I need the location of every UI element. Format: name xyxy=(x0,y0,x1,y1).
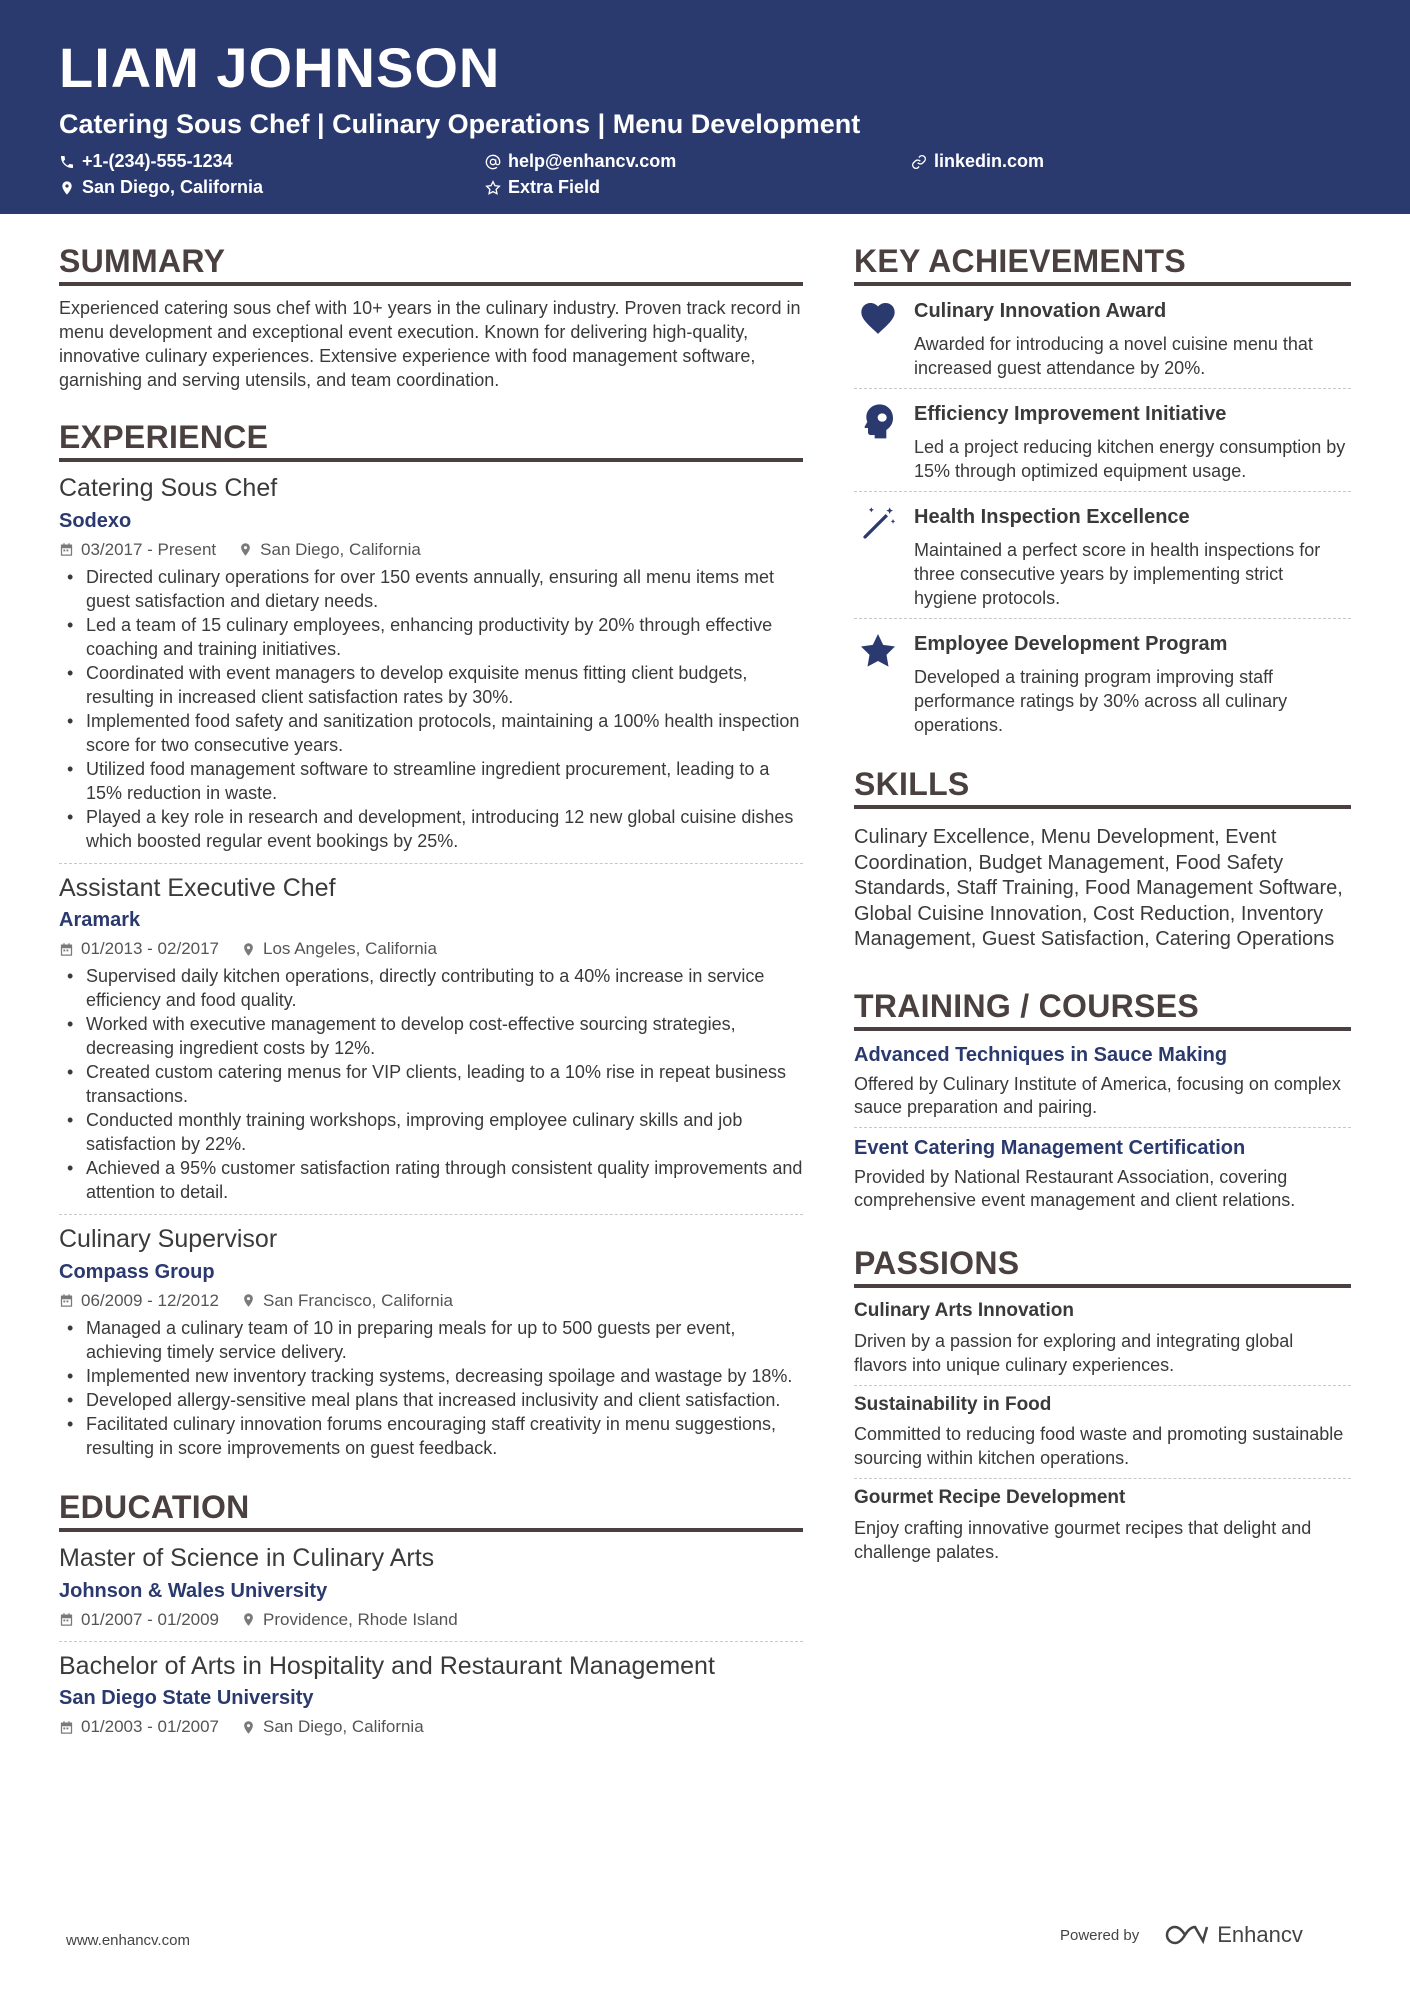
brand-name: Enhancv xyxy=(1217,1922,1303,1947)
achievement-title: Efficiency Improvement Initiative xyxy=(914,403,1227,426)
skills-title: SKILLS xyxy=(854,767,1351,809)
education-meta xyxy=(59,1716,803,1738)
location-pin-icon xyxy=(241,942,256,957)
education-meta xyxy=(59,1609,803,1631)
job-meta xyxy=(59,938,803,960)
passion-item xyxy=(854,1478,1351,1572)
training-title: TRAINING / COURSES xyxy=(854,989,1351,1031)
star-outline-icon xyxy=(485,180,501,196)
calendar-icon xyxy=(59,1720,74,1735)
course-item xyxy=(854,1035,1351,1127)
dates-text: 01/2013 - 02/2017 xyxy=(81,939,220,959)
passion-item xyxy=(854,1292,1351,1385)
dates-text: 01/2007 - 01/2009 xyxy=(81,1609,220,1629)
education-dates xyxy=(59,1610,219,1630)
passion-title: Sustainability in Food xyxy=(854,1393,1052,1415)
website-text: linkedin.com xyxy=(934,151,1045,172)
heart-icon xyxy=(858,298,898,338)
summary-title: SUMMARY xyxy=(59,244,803,286)
education-location xyxy=(241,1717,424,1737)
bullet-item: • Played a key role in research and development, introducing 12 new global cuisine dishes which boosted regular event bookings by 25%. xyxy=(59,805,803,853)
company-name: Aramark xyxy=(59,909,141,932)
dates-text: 01/2003 - 01/2007 xyxy=(81,1717,220,1737)
footer-website[interactable]: www.enhancv.com xyxy=(66,1932,190,1949)
location-text: San Diego, California xyxy=(260,539,421,559)
experience-title: EXPERIENCE xyxy=(59,420,803,462)
achievement-item xyxy=(854,286,1351,388)
job-title: Culinary Supervisor xyxy=(59,1225,278,1254)
passion-title: Culinary Arts Innovation xyxy=(854,1300,1074,1322)
passions-section xyxy=(854,1246,1351,1572)
location-pin-icon xyxy=(238,542,253,557)
school-name: Johnson & Wales University xyxy=(59,1579,328,1602)
achievement-item xyxy=(854,491,1351,618)
powered-by-text: Powered by xyxy=(1060,1926,1140,1944)
skills-text: Culinary Excellence, Menu Development, Event Coordination, Budget Management, Food Safety Standards, Staff Training, Food Management Software, Global Cuisine Innovation, Cost Reduction, Inventory Management, Guest Satisfaction, Catering Operations xyxy=(854,826,1343,951)
bullet-item: • Directed culinary operations for over 150 events annually, ensuring all menu items met guest satisfaction and dietary needs. xyxy=(59,565,803,613)
candidate-name: LIAM JOHNSON xyxy=(59,36,501,99)
resume-header xyxy=(0,0,1410,214)
location-text: San Francisco, California xyxy=(263,1290,453,1310)
calendar-icon xyxy=(59,942,74,957)
course-item xyxy=(854,1127,1351,1220)
training-section xyxy=(854,989,1351,1220)
job-entry xyxy=(59,863,803,1211)
job-dates xyxy=(59,939,219,959)
course-desc: Offered by Culinary Institute of America, focusing on complex sauce preparation and pairing. xyxy=(854,1074,1341,1118)
job-entry xyxy=(59,472,803,859)
calendar-icon xyxy=(59,542,74,557)
right-column xyxy=(854,244,1351,1572)
education-dates xyxy=(59,1717,219,1737)
location-pin-icon xyxy=(241,1720,256,1735)
achievement-title: Culinary Innovation Award xyxy=(914,300,1167,323)
bullet-item: • Facilitated culinary innovation forums encouraging staff creativity in menu suggestions, resulting in score improvements on guest feedback. xyxy=(59,1412,803,1460)
contact-info xyxy=(59,150,1351,206)
star-icon xyxy=(858,631,898,671)
summary-text: Experienced catering sous chef with 10+ years in the culinary industry. Proven track record in menu development and exceptional event execution. Known for delivering high-quality, innovative culinary experiences. Extensive experience with food management software, garnishing and serving utensils, and team coordination. xyxy=(59,298,801,391)
degree-title: Bachelor of Arts in Hospitality and Restaurant Management xyxy=(59,1651,715,1680)
bullet-item: • Implemented food safety and sanitization protocols, maintaining a 100% health inspection score for two consecutive years. xyxy=(59,709,803,757)
bullet-item: • Developed allergy-sensitive meal plans that increased inclusivity and client satisfaction. xyxy=(59,1388,803,1412)
calendar-icon xyxy=(59,1612,74,1627)
phone-icon xyxy=(59,154,75,170)
extra-contact xyxy=(485,176,600,200)
achievement-icon-wrap xyxy=(854,298,914,380)
achievement-title: Employee Development Program xyxy=(914,633,1228,656)
achievement-icon-wrap xyxy=(854,631,914,737)
bullet-item: • Achieved a 95% customer satisfaction rating through consistent quality improvements and attention to detail. xyxy=(59,1156,803,1204)
job-title: Assistant Executive Chef xyxy=(59,873,336,902)
extra-text: Extra Field xyxy=(508,177,601,198)
job-location xyxy=(241,939,437,959)
bullet-item: • Led a team of 15 culinary employees, enhancing productivity by 20% through effective coaching and training initiatives. xyxy=(59,613,803,661)
achievement-body xyxy=(914,504,1351,610)
job-dates xyxy=(59,540,216,560)
location-text: Los Angeles, California xyxy=(263,939,437,959)
location-pin-icon xyxy=(59,180,75,196)
job-meta xyxy=(59,539,803,561)
headline: Catering Sous Chef | Culinary Operations | Menu Development xyxy=(59,109,861,139)
location-text: Providence, Rhode Island xyxy=(263,1609,458,1629)
achievement-item xyxy=(854,388,1351,491)
company-name: Sodexo xyxy=(59,509,132,532)
achievement-item xyxy=(854,618,1351,745)
link-icon xyxy=(911,154,927,170)
achievement-desc: Maintained a perfect score in health inspections for three consecutive years by implementing strict hygiene protocols. xyxy=(914,540,1321,609)
achievement-desc: Developed a training program improving staff performance ratings by 30% across all culinary operations. xyxy=(914,667,1288,736)
education-entry xyxy=(59,1641,803,1745)
dates-text: 03/2017 - Present xyxy=(81,539,217,559)
job-bullets xyxy=(59,964,803,1204)
achievement-body xyxy=(914,298,1351,380)
achievements-title: KEY ACHIEVEMENTS xyxy=(854,244,1351,286)
job-title: Catering Sous Chef xyxy=(59,474,278,503)
bullet-item: • Conducted monthly training workshops, improving employee culinary skills and job satisfaction by 22%. xyxy=(59,1108,803,1156)
job-bullets xyxy=(59,1316,803,1460)
passion-desc: Committed to reducing food waste and promoting sustainable sourcing within kitchen operations. xyxy=(854,1424,1344,1469)
left-column xyxy=(59,244,803,1744)
enhancv-logo[interactable] xyxy=(1165,1922,1303,1948)
passion-title: Gourmet Recipe Development xyxy=(854,1487,1126,1509)
phone-contact xyxy=(59,150,233,174)
school-name: San Diego State University xyxy=(59,1687,314,1710)
achievements-section xyxy=(854,244,1351,745)
enhancv-logo-icon xyxy=(1165,1923,1209,1947)
achievement-desc: Led a project reducing kitchen energy consumption by 15% through optimized equipment usage. xyxy=(914,437,1346,482)
bullet-item: • Utilized food management software to streamline ingredient procurement, leading to a 15% reduction in waste. xyxy=(59,757,803,805)
footer-branding xyxy=(1060,1922,1303,1948)
achievement-icon-wrap xyxy=(854,401,914,483)
job-bullets xyxy=(59,565,803,853)
company-name: Compass Group xyxy=(59,1260,215,1283)
education-title: EDUCATION xyxy=(59,1490,803,1532)
passion-desc: Enjoy crafting innovative gourmet recipes that delight and challenge palates. xyxy=(854,1518,1312,1563)
location-pin-icon xyxy=(241,1293,256,1308)
location-text: San Diego, California xyxy=(82,177,264,198)
location-text: San Diego, California xyxy=(263,1717,424,1737)
achievement-icon-wrap xyxy=(854,504,914,610)
job-meta xyxy=(59,1290,803,1312)
at-icon xyxy=(485,154,501,170)
bullet-item: • Supervised daily kitchen operations, directly contributing to a 40% increase in service efficiency and food quality. xyxy=(59,964,803,1012)
course-title: Event Catering Management Certification xyxy=(854,1137,1246,1160)
location-contact xyxy=(59,176,263,200)
bullet-item: • Worked with executive management to develop cost-effective sourcing strategies, decreasing ingredient costs by 12%. xyxy=(59,1012,803,1060)
bullet-item: • Managed a culinary team of 10 in preparing meals for up to 500 guests per event, achieving timely service delivery. xyxy=(59,1316,803,1364)
degree-title: Master of Science in Culinary Arts xyxy=(59,1544,435,1573)
achievement-body xyxy=(914,401,1351,483)
skills-section xyxy=(854,767,1351,953)
phone-text: +1-(234)-555-1234 xyxy=(82,151,233,172)
bullet-item: • Coordinated with event managers to develop exquisite menus fitting client budgets, resulting in increased client satisfaction rates by 30%. xyxy=(59,661,803,709)
achievement-title: Health Inspection Excellence xyxy=(914,506,1190,529)
achievement-desc: Awarded for introducing a novel cuisine menu that increased guest attendance by 20%. xyxy=(914,334,1313,379)
job-entry xyxy=(59,1214,803,1466)
experience-section xyxy=(59,420,803,1466)
bullet-item: • Implemented new inventory tracking systems, decreasing spoilage and wastage by 18%. xyxy=(59,1364,803,1388)
education-entry xyxy=(59,1542,803,1637)
dates-text: 06/2009 - 12/2012 xyxy=(81,1290,220,1310)
job-location xyxy=(241,1291,453,1311)
magic-wand-icon xyxy=(858,504,898,544)
passion-desc: Driven by a passion for exploring and integrating global flavors into unique culinary experiences. xyxy=(854,1330,1294,1375)
head-icon xyxy=(858,401,898,441)
course-desc: Provided by National Restaurant Association, covering comprehensive event management and client relations. xyxy=(854,1167,1296,1211)
passions-title: PASSIONS xyxy=(854,1246,1351,1288)
job-dates xyxy=(59,1291,219,1311)
summary-section xyxy=(59,244,803,392)
email-contact[interactable] xyxy=(485,150,676,174)
passion-item xyxy=(854,1385,1351,1479)
education-location xyxy=(241,1610,458,1630)
website-contact[interactable] xyxy=(911,150,1044,174)
bullet-item: • Created custom catering menus for VIP clients, leading to a 10% rise in repeat business transactions. xyxy=(59,1060,803,1108)
course-title: Advanced Techniques in Sauce Making xyxy=(854,1044,1228,1067)
job-location xyxy=(238,540,421,560)
education-section xyxy=(59,1490,803,1744)
location-pin-icon xyxy=(241,1612,256,1627)
calendar-icon xyxy=(59,1293,74,1308)
email-text: help@enhancv.com xyxy=(508,151,677,172)
achievement-body xyxy=(914,631,1351,737)
